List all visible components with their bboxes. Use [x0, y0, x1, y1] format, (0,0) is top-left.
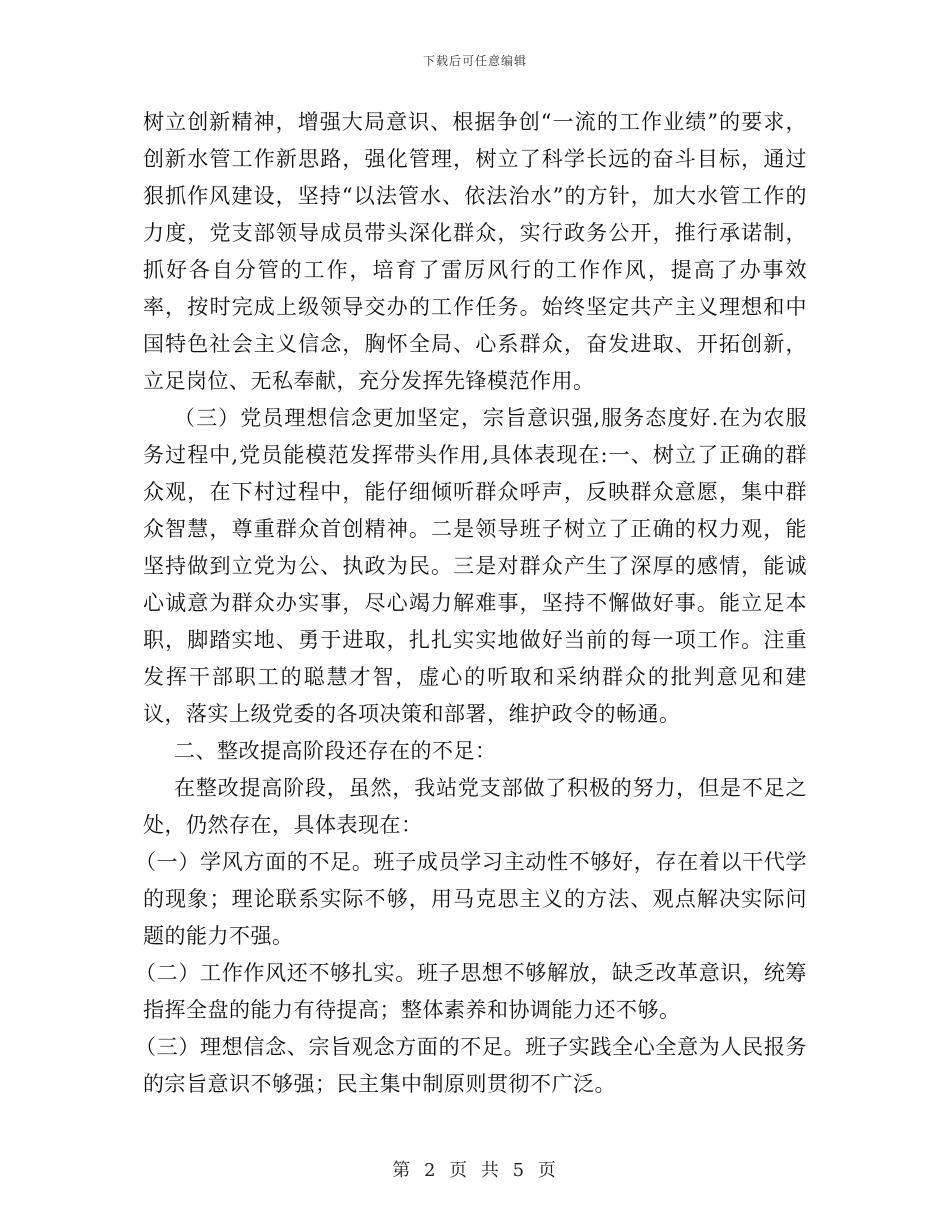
footer-mid1: 页: [449, 1160, 470, 1181]
footer-suffix: 页: [537, 1160, 558, 1181]
list-item-1: （一）学风方面的不足。班子成员学习主动性不够好，存在着以干代学的现象；理论联系实际不够，用马克思主义的方法、观点解决实际问题的能力不强。: [135, 850, 807, 948]
list-item-2: （二）工作作风还不够扎实。班子思想不够解放，缺乏改革意识，统筹指挥全盘的能力有待提高；整体素养和协调能力还不够。: [135, 961, 807, 1022]
header-note: 下载后可任意编辑: [422, 54, 527, 68]
footer-prefix: 第: [392, 1160, 413, 1181]
footer-mid2: 共: [480, 1160, 501, 1181]
footer-total-pages: 5: [512, 1160, 527, 1181]
body-text: [135, 104, 807, 1103]
paragraph-2: （三）党员理想信念更加坚定，宗旨意识强,服务态度好.在为农服务过程中,党员能模范发挥带头作用,具体表现在:一、树立了正确的群众观，在下村过程中，能仔细倾听群众呼声，反映群众意愿，集中群众智慧，尊重群众首创精神。二是领导班子树立了正确的权力观，能坚持做到立党为公、执政为民。三是对群众产生了深厚的感情，能诚心诚意为群众办实事，尽心竭力解难事，坚持不懈做好事。能立足本职，脚踏实地、勇于进取，扎扎实实地做好当前的每一项工作。注重发挥干部职工的聪慧才智，虚心的听取和采纳群众的批判意见和建议，落实上级党委的各项决策和部署，维护政令的畅通。: [143, 406, 807, 726]
footer-current-page: 2: [423, 1160, 438, 1181]
paragraph-3: 在整改提高阶段，虽然，我站党支部做了积极的努力，但是不足之处，仍然存在，具体表现在：: [143, 776, 807, 837]
list-item-3: （三）理想信念、宗旨观念方面的不足。班子实践全心全意为人民报务的宗旨意识不够强；民主集中制原则贯彻不广泛。: [135, 1035, 807, 1096]
page-footer: [0, 1156, 950, 1182]
paragraph-1: 树立创新精神，增强大局意识、根据争创“一流的工作业绩”的要求，创新水管工作新思路，强化管理，树立了科学长远的奋斗目标，通过狠抓作风建设，坚持“以法管水、依法治水”的方针，加大水管工作的力度，党支部领导成员带头深化群众，实行政务公开，推行承诺制，抓好各自分管的工作，培育了雷厉风行的工作作风，提高了办事效率，按时完成上级领导交办的工作任务。始终坚定共产主义理想和中国特色社会主义信念，胸怀全局、心系群众，奋发进取、开拓创新，立足岗位、无私奉献，充分发挥先锋模范作用。: [143, 110, 807, 393]
section-heading: 二、整改提高阶段还存在的不足：: [174, 739, 497, 763]
